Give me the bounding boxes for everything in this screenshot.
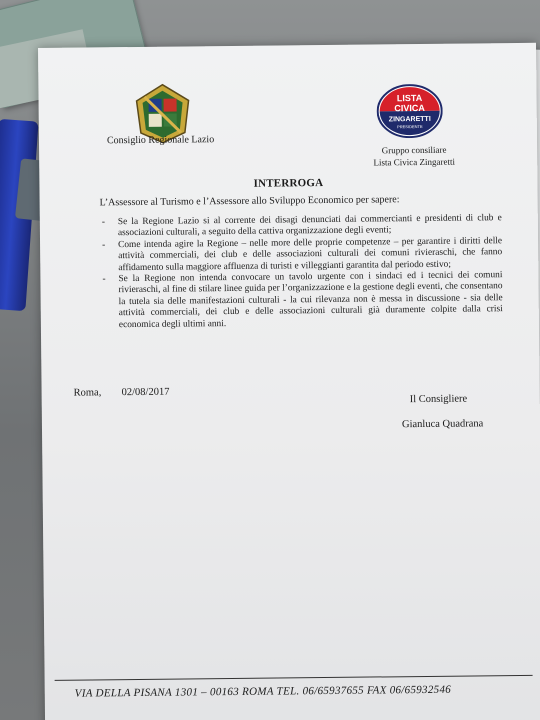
signer-name: Gianluca Quadrana — [401, 418, 484, 431]
logo-text-4: PRESIDENTE — [397, 123, 423, 130]
gruppo-label-line2: Lista Civica Zingaretti — [373, 156, 455, 168]
list-item-text: Se la Regione non intenda convocare un tavolo urgente con i sindaci ed i tecnici dei comuni rivieraschi, al fine di stilare linee guida per l’organizzazione e la gestione degli eventi, che consentano la tutela sia delle manifestazioni culturali - la cui rilevanza non è messa in discussione - sia delle attività commerciali, dei club e delle associazioni culturali già duramente colpite dalla crisi economica degli ultimi anni. — [118, 270, 503, 330]
list-item — [102, 270, 503, 331]
signer-role: Il Consigliere — [409, 393, 468, 406]
document-title: INTERROGA — [253, 177, 324, 190]
footer-divider — [55, 675, 533, 681]
footer-address: VIA DELLA PISANA 1301 – 00163 ROMA TEL. 06/65937655 FAX 06/65932546 — [74, 683, 452, 700]
list-item — [102, 236, 502, 274]
logo-text-2: CIVICA — [394, 102, 425, 114]
list-item-text: Se la Regione Lazio si al corrente dei disagi denunciati dai commercianti e presidenti di club e associazioni culturali, a seguito della cattiva organizzazione degli eventi; — [117, 213, 502, 239]
document-sheet — [38, 43, 540, 720]
question-list — [102, 213, 503, 331]
list-item-text: Come intenda agire la Regione – nelle more delle proprie competenze – per garantire i diritti delle attività commerciali, dei club e delle associazioni culturali dei comuni rivieraschi, che fanno affidamento sulla maggiore affluenza di turisti e villeggianti garantita dal periodo estivo; — [118, 235, 503, 273]
intro-line: L’Assessore al Turismo e l’Assessore allo Sviluppo Economico per sapere: — [99, 194, 400, 209]
consiglio-label: Consiglio Regionale Lazio — [106, 134, 215, 147]
gruppo-label — [359, 143, 469, 168]
logo-text-3: ZINGARETTI — [388, 115, 431, 124]
logo-text-1: LISTA — [396, 92, 423, 104]
place-text: Roma, — [73, 387, 102, 399]
lista-civica-logo-icon — [376, 84, 443, 139]
list-dash: - — [102, 274, 106, 285]
date-text: 02/08/2017 — [121, 386, 170, 399]
gruppo-label-line1: Gruppo consiliare — [381, 144, 447, 156]
list-dash: - — [101, 217, 106, 228]
list-dash: - — [102, 240, 106, 251]
